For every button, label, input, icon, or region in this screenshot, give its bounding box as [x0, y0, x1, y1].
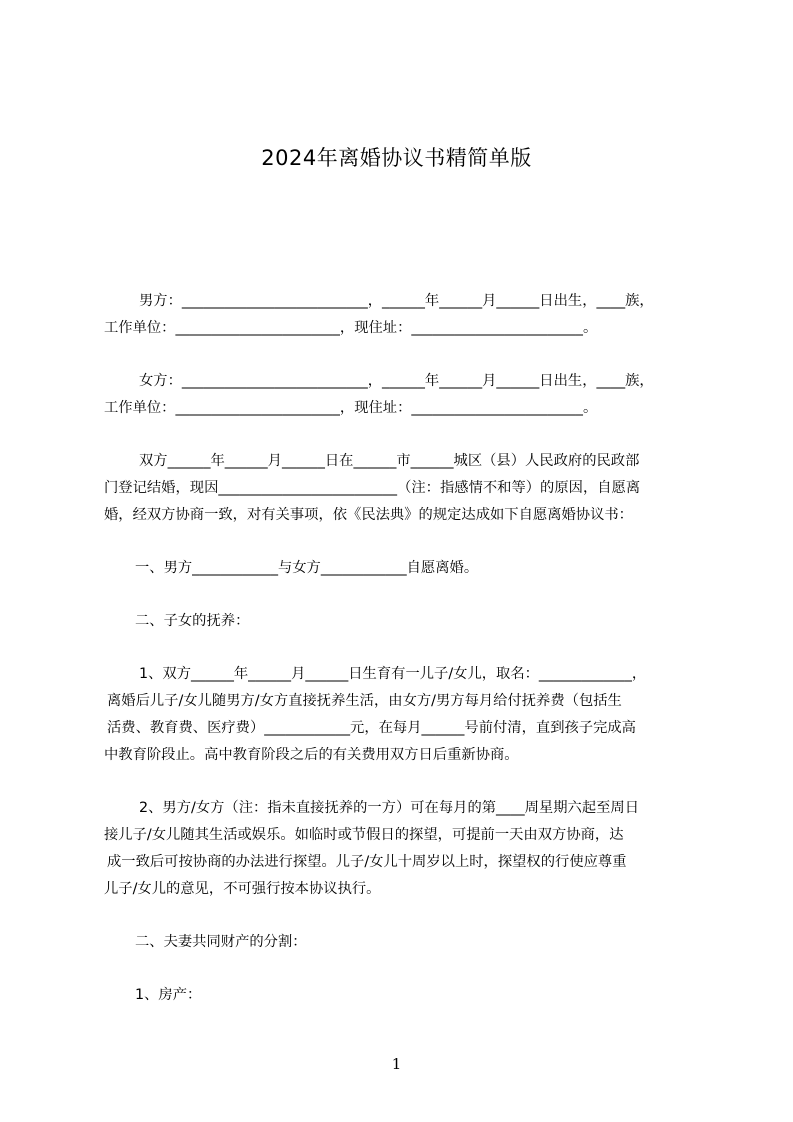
wife-info-line-1: 女方：__________________________，______年______月______日出生，____族，	[139, 373, 654, 389]
clause-3-1-real-estate: 1、房产：	[135, 987, 202, 1003]
page-title: 2024年离婚协议书精简单版	[261, 146, 532, 170]
husband-info-line-2: 工作单位：_______________________，现住址：________________________。	[104, 320, 598, 336]
section-3-heading: 二、夫妻共同财产的分割：	[135, 934, 307, 950]
preamble-line-3: 婚，经双方协商一致，对有关事项，依《民法典》的规定达成如下自愿离婚协议书：	[104, 507, 633, 523]
section-1-divorce-agreement: 一、男方____________与女方____________自愿离婚。	[135, 560, 479, 576]
husband-info-line-1: 男方：__________________________，______年______月______日出生，____族，	[139, 293, 654, 309]
clause-2-2-line-2: 接儿子/女儿随其生活或娱乐。如临时或节假日的探望，可提前一天由双方协商，达	[104, 827, 624, 843]
clause-2-1-line-4: 中教育阶段止。高中教育阶段之后的有关费用双方日后重新协商。	[104, 747, 519, 763]
wife-info-line-2: 工作单位：_______________________，现住址：________________________。	[104, 400, 598, 416]
clause-2-1-line-1: 1、双方______年______月______日生育有一儿子/女儿，取名：_____________，	[139, 666, 647, 682]
page-number: 1	[391, 1055, 402, 1073]
clause-2-1-line-3: 活费、教育费、医疗费）____________元，在每月______号前付清，直到孩子完成高	[107, 720, 636, 736]
section-2-heading: 二、子女的抚养：	[135, 613, 250, 629]
clause-2-2-line-4: 儿子/女儿的意见，不可强行按本协议执行。	[104, 881, 381, 897]
preamble-line-1: 双方______年______月______日在______市______城区（县）人民政府的民政部	[139, 453, 640, 469]
clause-2-2-line-3: 成一致后可按协商的办法进行探望。儿子/女儿十周岁以上时，探望权的行使应尊重	[107, 854, 627, 870]
clause-2-1-line-2: 离婚后儿子/女儿随男方/女方直接抚养生活，由女方/男方每月给付抚养费（包括生	[107, 693, 622, 709]
clause-2-2-line-1: 2、男方/女方（注：指未直接抚养的一方）可在每月的第____周星期六起至周日	[139, 800, 640, 816]
preamble-line-2: 门登记结婚，现因_________________________（注：指感情不和等）的原因，自愿离	[104, 480, 641, 496]
